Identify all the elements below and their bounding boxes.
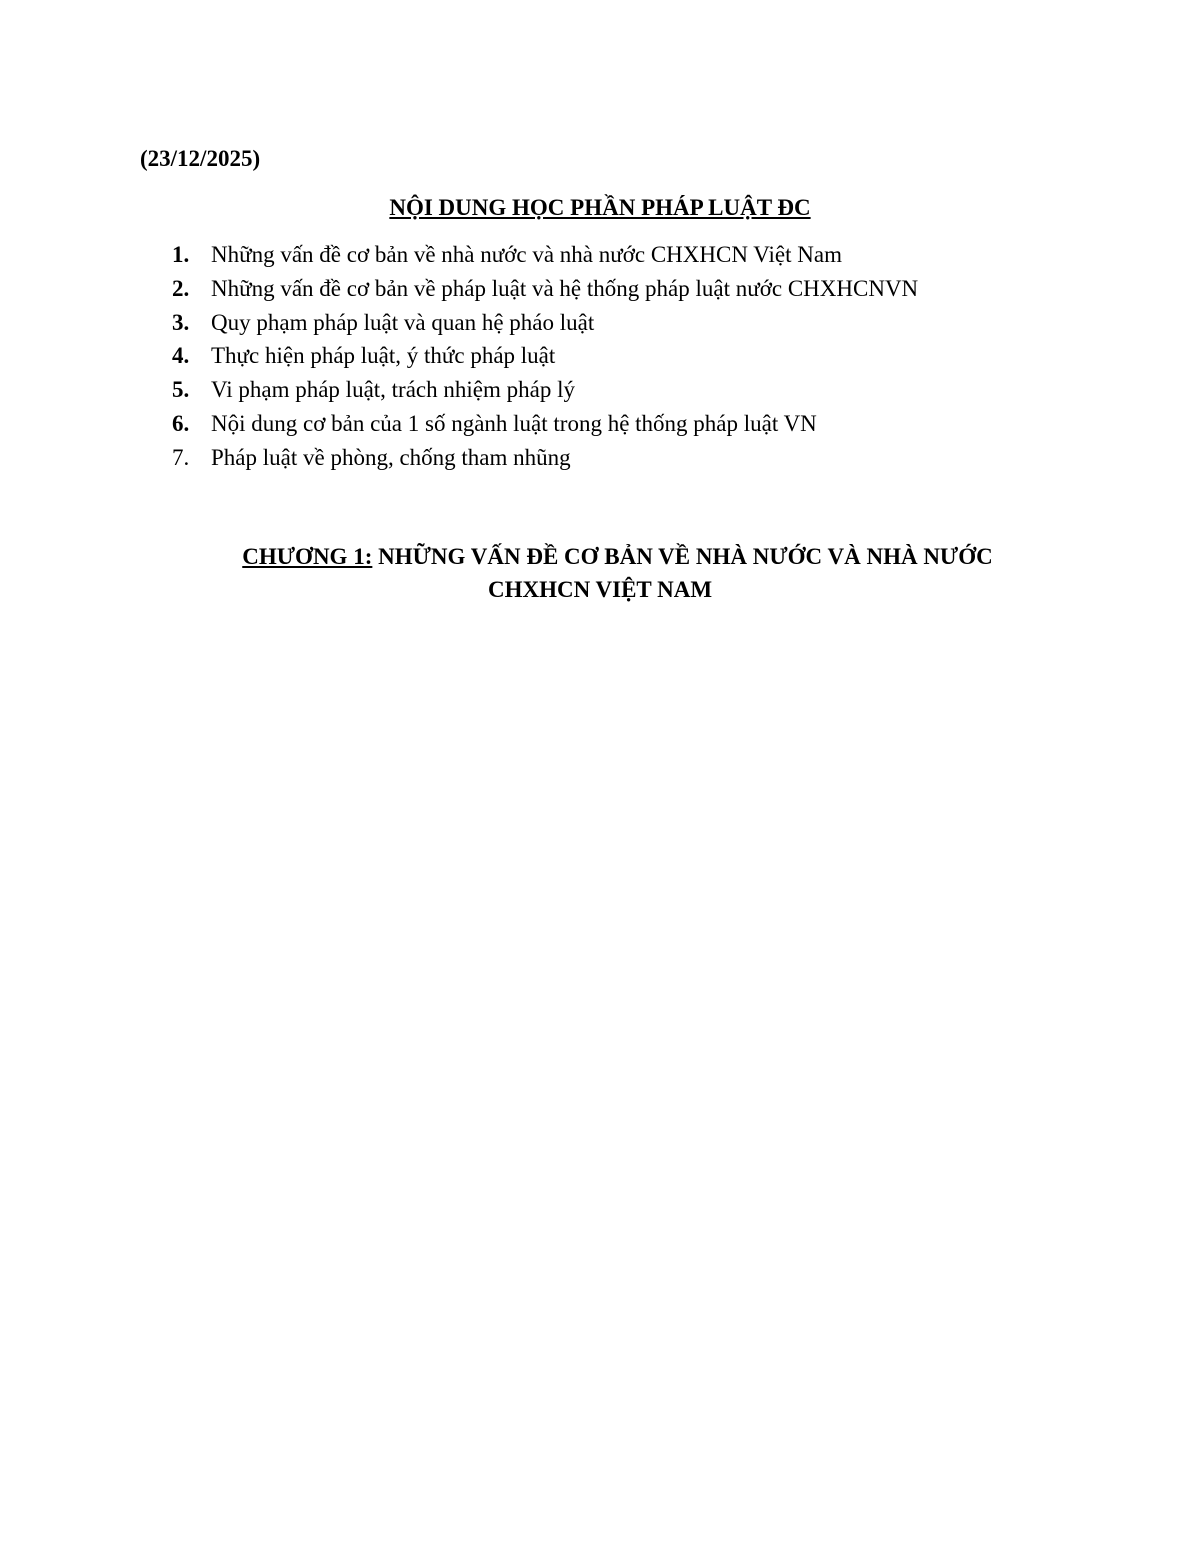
list-item-text: Vi phạm pháp luật, trách nhiệm pháp lý (211, 377, 575, 403)
list-item (172, 274, 918, 308)
list-item-text: Những vấn đề cơ bản về pháp luật và hệ thống pháp luật nước CHXHCNVN (211, 275, 919, 301)
chapter-heading (0, 540, 1200, 606)
list-item (172, 341, 918, 375)
chapter-title-line-1: NHỮNG VẤN ĐỀ CƠ BẢN VỀ NHÀ NƯỚC VÀ NHÀ NƯỚC (378, 544, 993, 569)
list-item-text: Nội dung cơ bản của 1 số ngành luật trong hệ thống pháp luật VN (211, 410, 817, 436)
list-item (172, 308, 918, 342)
list-item-number: 7. (172, 444, 190, 470)
list-item-text: Pháp luật về phòng, chống tham nhũng (211, 444, 571, 470)
list-item-number: 1. (172, 242, 190, 267)
list-item-number: 6. (172, 410, 190, 436)
list-item (172, 409, 918, 443)
list-item-number: 3. (172, 309, 190, 335)
list-item-number: 5. (172, 377, 190, 403)
list-item-text: Thực hiện pháp luật, ý thức pháp luật (211, 343, 556, 369)
document-title: NỘI DUNG HỌC PHẦN PHÁP LUẬT ĐC (389, 195, 811, 220)
chapter-label: CHƯƠNG 1: (242, 544, 373, 569)
list-item-text: Những vấn đề cơ bản về nhà nước và nhà nước CHXHCN Việt Nam (211, 242, 842, 267)
course-outline-list (172, 240, 918, 477)
chapter-title-line-2: CHXHCN VIỆT NAM (487, 577, 713, 602)
list-item-number: 2. (172, 275, 190, 301)
list-item (172, 375, 918, 409)
list-item-text: Quy phạm pháp luật và quan hệ pháo luật (211, 309, 595, 335)
document-date: (23/12/2025) (140, 146, 261, 171)
list-item-number: 4. (172, 343, 190, 369)
chapter-heading-line-1 (0, 540, 1200, 573)
list-item (172, 240, 918, 274)
list-item (172, 443, 918, 477)
